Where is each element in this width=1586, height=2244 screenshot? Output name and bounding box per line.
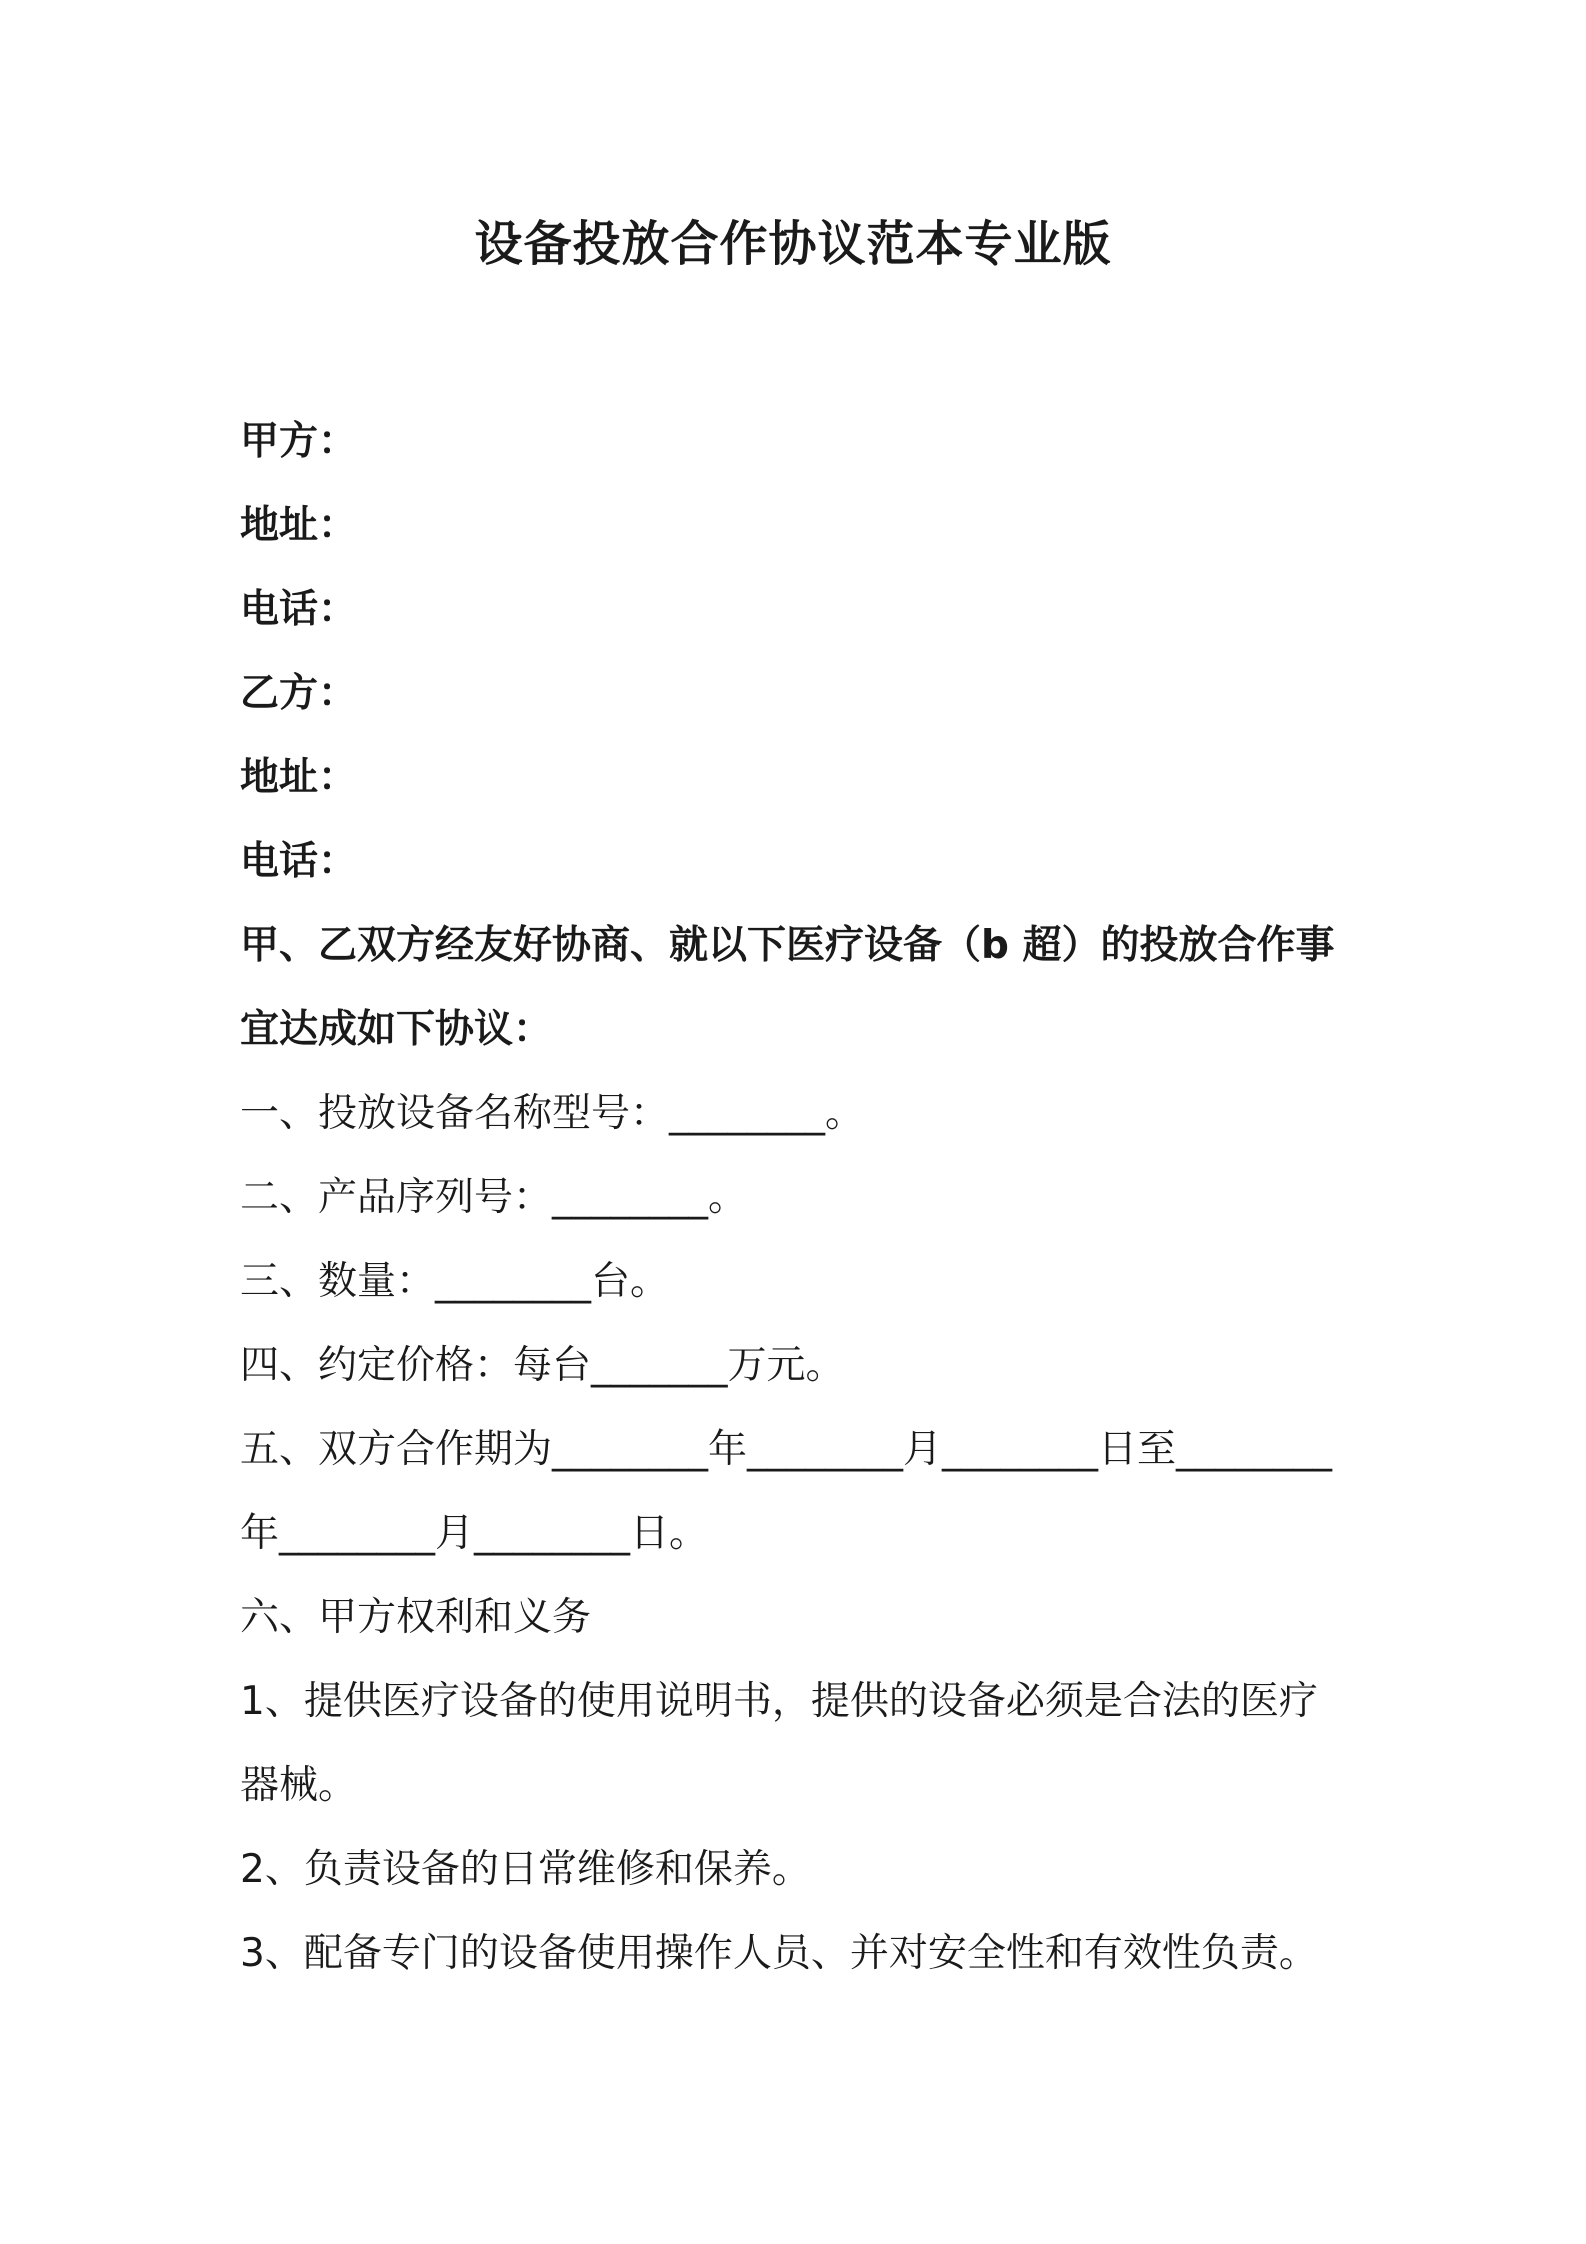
party-b-name-label: 乙方： (240, 671, 358, 716)
section-6-item-1-line-2: 器械。 (240, 1763, 358, 1808)
section-6-item-2: 2、负责设备的日常维修和保养。 (240, 1847, 811, 1892)
section-6-item-1-line-1: 1、提供医疗设备的使用说明书，提供的设备必须是合法的医疗 (240, 1679, 1318, 1724)
party-b-name-line (240, 652, 1360, 736)
party-b-phone-line (240, 820, 1360, 904)
party-a-address-label: 地址： (240, 503, 358, 548)
clause-3-quantity: 三、数量：________台。 (240, 1259, 670, 1304)
clause-1-equipment-model: 一、投放设备名称型号：________。 (240, 1091, 865, 1136)
intro-line-1: 甲、乙双方经友好协商、就以下医疗设备（b 超）的投放合作事 (240, 923, 1335, 968)
party-a-phone-line (240, 568, 1360, 652)
clause-4-price: 四、约定价格：每台_______万元。 (240, 1343, 845, 1388)
party-b-address-label: 地址： (240, 755, 358, 800)
section-6-heading: 六、甲方权利和义务 (240, 1595, 592, 1640)
party-b-address-line (240, 736, 1360, 820)
party-a-phone-label: 电话： (240, 587, 358, 632)
section-6-item-3: 3、配备专门的设备使用操作人员、并对安全性和有效性负责。 (240, 1931, 1318, 1976)
clause-2-serial-number: 二、产品序列号：________。 (240, 1175, 748, 1220)
party-a-name-label: 甲方： (240, 419, 358, 464)
document-body (240, 400, 1360, 1996)
party-a-name-line (240, 400, 1360, 484)
party-b-phone-label: 电话： (240, 839, 358, 884)
party-a-address-line (240, 484, 1360, 568)
clause-5-term-line-1: 五、双方合作期为________年________月________日至________ (240, 1427, 1333, 1472)
document-title: 设备投放合作协议范本专业版 (474, 216, 1112, 272)
intro-line-2: 宜达成如下协议： (240, 1007, 553, 1052)
clause-5-term-line-2: 年________月________日。 (240, 1511, 709, 1556)
